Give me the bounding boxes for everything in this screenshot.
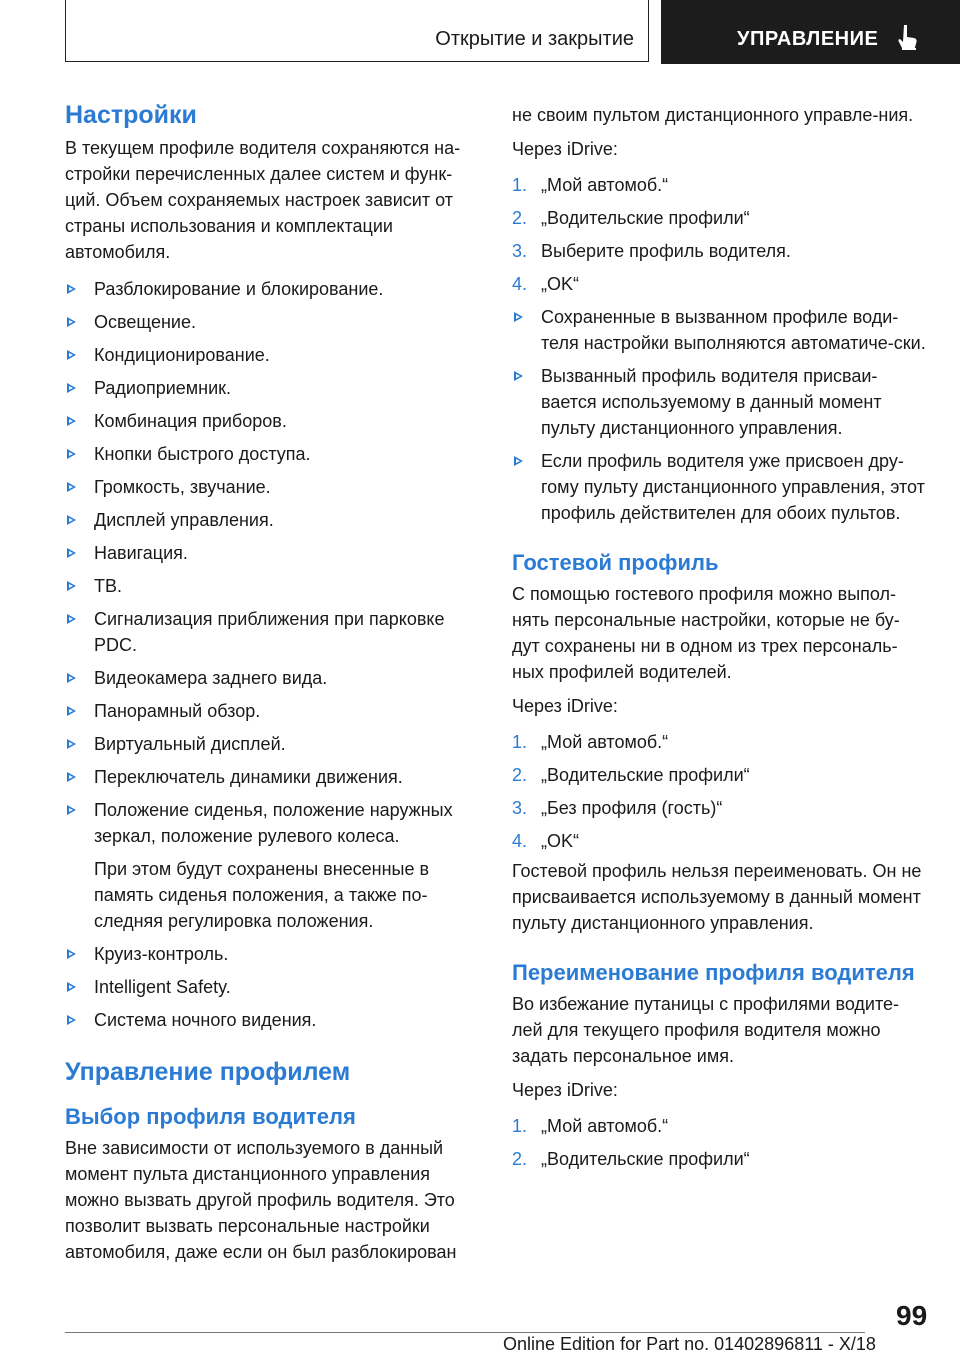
step-text: „Водительские профили“ bbox=[541, 1149, 750, 1169]
step-item bbox=[512, 729, 927, 755]
left-column bbox=[65, 100, 480, 1265]
step-number: 1. bbox=[512, 732, 528, 752]
step-number: 2. bbox=[512, 1149, 528, 1169]
select-profile-heading: Выбор профиля водителя bbox=[65, 1104, 356, 1129]
rename-profile-heading: Переименование профиля водителя bbox=[512, 960, 915, 985]
select-notes bbox=[512, 304, 927, 526]
step-number: 3. bbox=[512, 241, 528, 261]
select-steps bbox=[512, 172, 927, 297]
select-profile-text: Вне зависимости от используемого в данный момент пульта дистанционного управления можно вызвать другой профиль водителя. Это позволит вызвать персональные настройки автомобиля, даже если он был разблокирован bbox=[65, 1138, 457, 1262]
step-text: „Мой автомоб.“ bbox=[541, 732, 669, 752]
list-item: Сохраненные в вызванном профиле води-теля настройки выполняются автоматиче-ски. bbox=[512, 304, 927, 356]
right-column bbox=[512, 102, 927, 1172]
seat-note: При этом будут сохранены внесенные в память сиденья положения, а также по-следняя регулировка положения. bbox=[94, 859, 430, 931]
step-text: „Водительские профили“ bbox=[541, 208, 750, 228]
settings-intro: В текущем профиле водителя сохраняются на-стройки перечисленных далее систем и функ-ций. Объем сохраняемых настроек зависит от страны использования и комплектации автомобиля. bbox=[65, 138, 461, 262]
step-number: 1. bbox=[512, 1116, 528, 1136]
list-item: Разблокирование и блокирование. bbox=[65, 276, 480, 302]
step-number: 2. bbox=[512, 765, 528, 785]
step-text: „OK“ bbox=[541, 831, 579, 851]
step-item bbox=[512, 828, 927, 854]
via-idrive-label: Через iDrive: bbox=[512, 139, 618, 159]
edition-info: Online Edition for Part no. 01402896811 - X/18 bbox=[503, 1334, 876, 1354]
step-item bbox=[512, 205, 927, 231]
list-item: Переключатель динамики движения. bbox=[65, 764, 480, 790]
select-profile-text-continued: не своим пультом дистанционного управле-ния. bbox=[512, 105, 914, 125]
list-item: Панорамный обзор. bbox=[65, 698, 480, 724]
list-item: Радиоприемник. bbox=[65, 375, 480, 401]
list-item: Дисплей управления. bbox=[65, 507, 480, 533]
header-section-box bbox=[65, 0, 649, 62]
step-text: „OK“ bbox=[541, 274, 579, 294]
step-item bbox=[512, 795, 927, 821]
step-number: 3. bbox=[512, 798, 528, 818]
header-chapter-tab bbox=[661, 0, 960, 64]
step-item bbox=[512, 1113, 927, 1139]
step-text: „Без профиля (гость)“ bbox=[541, 798, 723, 818]
step-text: „Водительские профили“ bbox=[541, 765, 750, 785]
step-number: 4. bbox=[512, 274, 528, 294]
list-item: Навигация. bbox=[65, 540, 480, 566]
list-item: ТВ. bbox=[65, 573, 480, 599]
step-item bbox=[512, 238, 927, 264]
step-text: Выберите профиль водителя. bbox=[541, 241, 791, 261]
step-number: 1. bbox=[512, 175, 528, 195]
settings-list bbox=[65, 276, 480, 849]
via-idrive-label: Через iDrive: bbox=[512, 696, 618, 716]
list-item: Вызванный профиль водителя присваи-вается используемому в данный момент пульту дистанционного управления. bbox=[512, 363, 927, 441]
manage-profile-heading: Управление профилем bbox=[65, 1058, 351, 1086]
hand-pointer-icon bbox=[893, 22, 923, 52]
step-item bbox=[512, 762, 927, 788]
list-item: Если профиль водителя уже присвоен дру-гому пульту дистанционного управления, этот профиль действителен для обоих пультов. bbox=[512, 448, 927, 526]
step-item bbox=[512, 271, 927, 297]
step-number: 2. bbox=[512, 208, 528, 228]
step-item bbox=[512, 172, 927, 198]
step-text: „Мой автомоб.“ bbox=[541, 175, 669, 195]
list-item: Положение сиденья, положение наружных зеркал, положение рулевого колеса. bbox=[65, 797, 480, 849]
rename-steps bbox=[512, 1113, 927, 1172]
guest-profile-heading: Гостевой профиль bbox=[512, 550, 719, 575]
list-item: Виртуальный дисплей. bbox=[65, 731, 480, 757]
step-number: 4. bbox=[512, 831, 528, 851]
guest-steps bbox=[512, 729, 927, 854]
settings-list-continued bbox=[65, 941, 480, 1033]
list-item: Intelligent Safety. bbox=[65, 974, 480, 1000]
guest-profile-text: С помощью гостевого профиля можно выпол-нять персональные настройки, которые не бу-дут сохранены ни в одном из трех персональ-ных профилей водителей. bbox=[512, 584, 900, 682]
list-item: Комбинация приборов. bbox=[65, 408, 480, 434]
list-item: Освещение. bbox=[65, 309, 480, 335]
step-text: „Мой автомоб.“ bbox=[541, 1116, 669, 1136]
guest-profile-note: Гостевой профиль нельзя переименовать. Он не присваивается используемому в данный момент пульту дистанционного управления. bbox=[512, 861, 922, 933]
rename-profile-text: Во избежание путаницы с профилями водите-лей для текущего профиля водителя можно задать персональное имя. bbox=[512, 994, 900, 1066]
list-item: Кнопки быстрого доступа. bbox=[65, 441, 480, 467]
chapter-title: УПРАВЛЕНИЕ bbox=[737, 28, 879, 50]
step-item bbox=[512, 1146, 927, 1172]
list-item: Сигнализация приближения при парковке PDC. bbox=[65, 606, 480, 658]
list-item: Кондиционирование. bbox=[65, 342, 480, 368]
page-number: 99 bbox=[896, 1300, 928, 1331]
list-item: Система ночного видения. bbox=[65, 1007, 480, 1033]
settings-heading: Настройки bbox=[65, 101, 197, 129]
footer-rule bbox=[65, 1332, 865, 1333]
list-item: Круиз-контроль. bbox=[65, 941, 480, 967]
section-title: Открытие и закрытие bbox=[435, 28, 634, 50]
list-item: Видеокамера заднего вида. bbox=[65, 665, 480, 691]
via-idrive-label: Через iDrive: bbox=[512, 1080, 618, 1100]
list-item: Громкость, звучание. bbox=[65, 474, 480, 500]
